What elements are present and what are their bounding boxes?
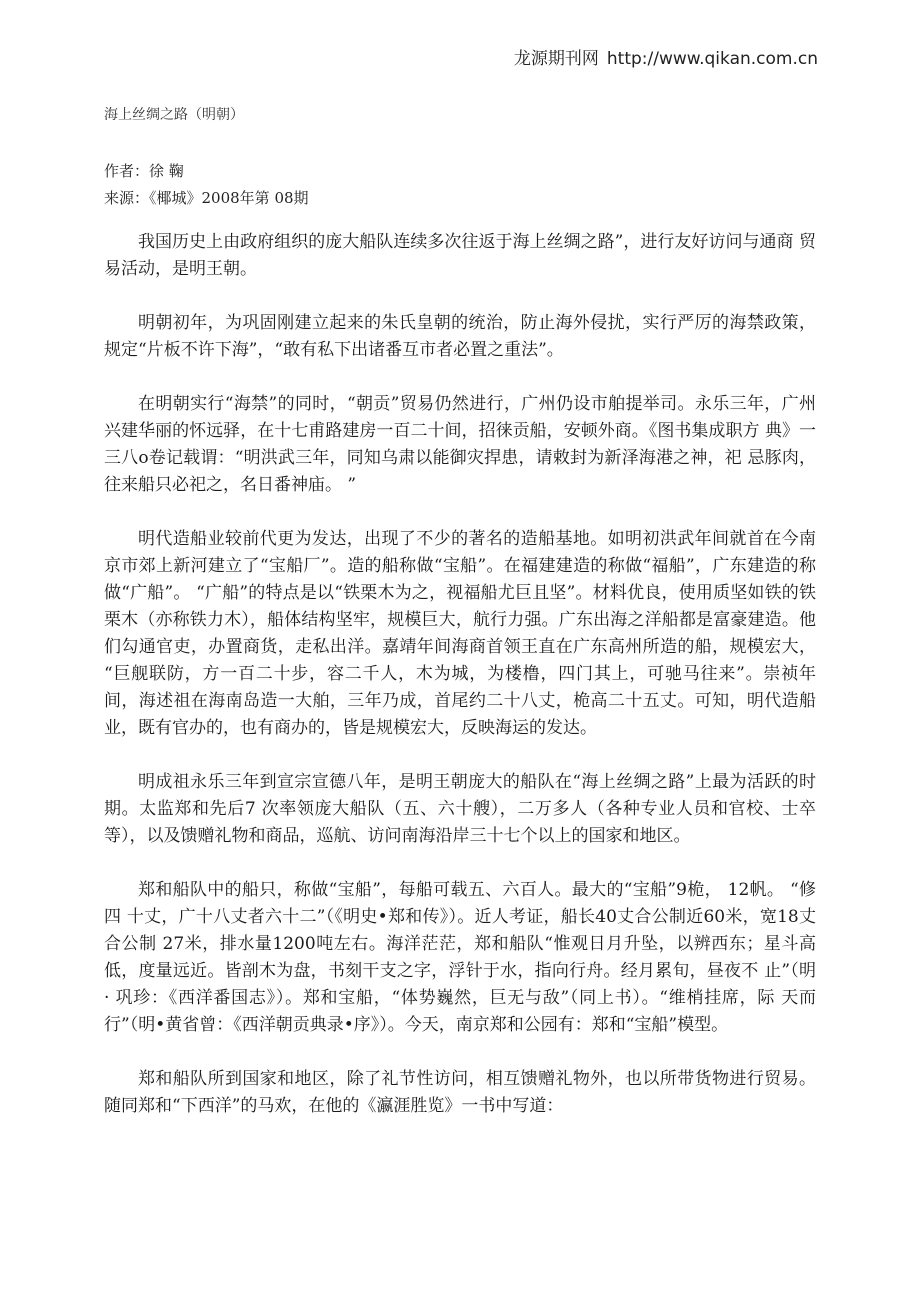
author-line: 作者：徐 鞠 <box>104 162 184 180</box>
site-header <box>514 44 818 69</box>
site-name: 龙源期刊网 <box>513 49 599 69</box>
site-url[interactable]: http://www.qikan.com.cn <box>606 49 818 69</box>
paragraph: 明朝初年，为巩固刚建立起来的朱氏皇朝的统治，防止海外侵扰，实行严厉的海禁政策， 规定“片板不许下海”，“敢有私下出诸番互市者必置之重法”。 <box>104 313 816 360</box>
article-title: 海上丝绸之路（明朝） <box>104 107 244 123</box>
source-line: 来源：《椰城》2008年第 08期 <box>104 189 309 207</box>
paragraph: 郑和船队所到国家和地区，除了礼节性访问，相互馈赠礼物外，也以所带货物进行贸易。 随同郑和“下西洋”的马欢，在他的《瀛涯胜览》一书中写道： <box>104 1069 816 1116</box>
paragraph: 郑和船队中的船只，称做“宝船”，每船可载五、六百人。最大的“宝船”9桅， 12帆。 “修四 十丈，广十八丈者六十二”（《明史•郑和传》）。近人考证，船长40丈合公制近60米，宽18丈 合公制 27米，排水量1200吨左右。海洋茫茫，郑和船队“惟观日月升坠，以辨西东；星斗高 低，度量远近。皆剖木为盘，书刻干支之字，浮针于水，指向行舟。经月累旬，昼夜不 止”（明 · 巩珍：《西洋番国志》）。郑和宝船，“体势巍然，巨无与敌”（同上书）。“维梢挂席，际 天而行”（明•黄省曾：《西洋朝贡典录•序》）。今天，南京郑和公园有：郑和“宝船”模型。 <box>104 880 816 1035</box>
paragraph: 明代造船业较前代更为发达，出现了不少的著名的造船基地。如明初洪武年间就首在今南 京市郊上新河建立了“宝船厂”。造的船称做“宝船”。在福建建造的称做“福船”，广东建造的称 做“广船”。 “广船”的特点是以“铁栗木为之，视福船尤巨且坚”。材料优良，使用质坚如铁的铁 栗木（亦称铁力木），船体结构坚牢，规模巨大，航行力强。广东出海之洋船都是富豪建造。他 们勾通官吏，办置商货，走私出洋。嘉靖年间海商首领王直在广东高州所造的船，规模宏大， “巨舰联防，方一百二十步，容二千人，木为城，为楼橹，四门其上，可驰马往来”。崇祯年 间，海述祖在海南岛造一大舶，三年乃成，首尾约二十八丈，桅高二十五丈。可知，明代造船 业，既有官办的，也有商办的，皆是规模宏大，反映海运的发达。 <box>104 529 816 738</box>
paragraph: 明成祖永乐三年到宣宗宣德八年，是明王朝庞大的船队在“海上丝绸之路”上最为活跃的时 期。太监郑和先后7 次率领庞大船队（五、六十艘），二万多人（各种专业人员和官校、士卒 等），以及馈赠礼物和商品，巡航、访问南海沿岸三十七个以上的国家和地区。 <box>104 772 816 846</box>
article-body <box>104 229 816 1147</box>
paragraph: 在明朝实行“海禁”的同时，“朝贡”贸易仍然进行，广州仍设市舶提举司。永乐三年，广州 兴建华丽的怀远驿，在十七甫路建房一百二十间，招徕贡船，安顿外商。《图书集成职方 典》一三八o卷记载谓：“明洪武三年，同知乌肃以能御灾捍患，请敕封为新泽海港之神，祀 忌豚肉，往来船只必祀之，名日番神庙。 ” <box>104 394 816 495</box>
paragraph: 我国历史上由政府组织的庞大船队连续多次往返于海上丝绸之路”，进行友好访问与通商 贸易活动，是明王朝。 <box>104 232 816 279</box>
